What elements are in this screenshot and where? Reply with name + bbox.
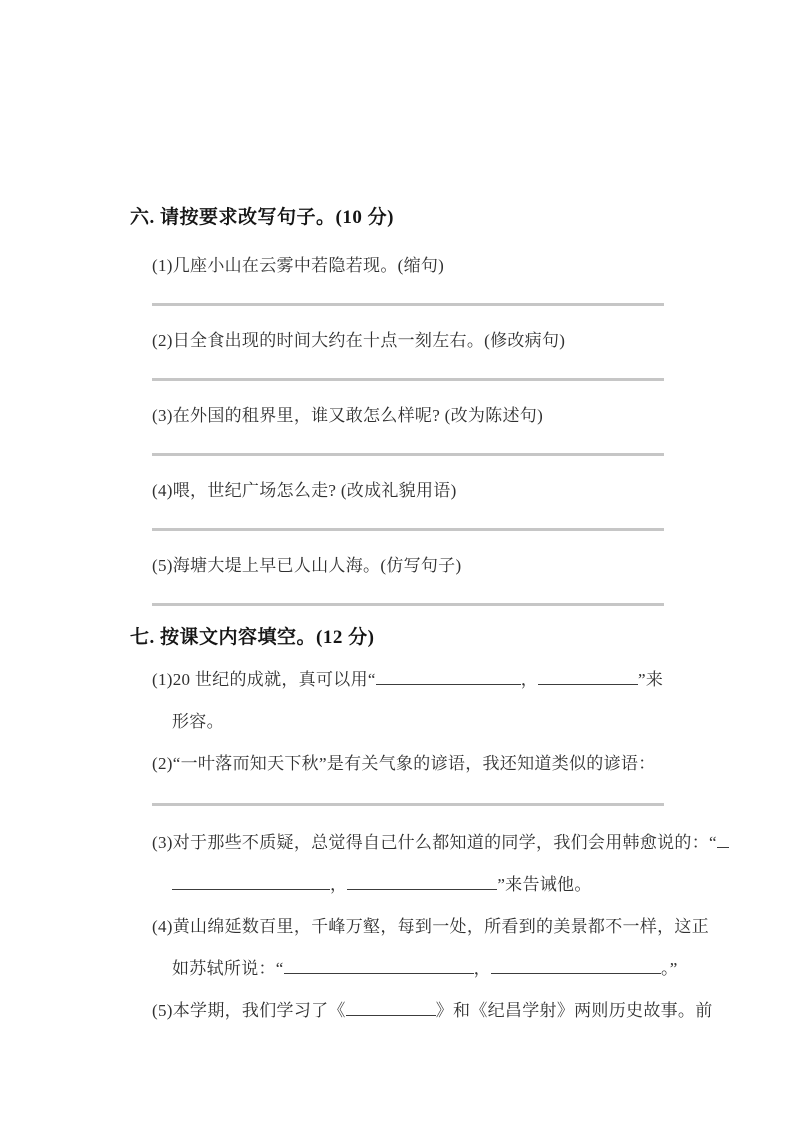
question-line: [152, 478, 793, 504]
question-text: (1)20 世纪的成就，真可以用“: [152, 670, 376, 689]
question-text: ”来: [638, 670, 664, 689]
question-text: (2)日全食出现的时间大约在十点一刻左右。(修改病句): [152, 331, 566, 350]
question-text: (2)“一叶落而知天下秋”是有关气象的谚语，我还知道类似的谚语：: [152, 754, 656, 773]
answer-line: [152, 528, 664, 531]
question-line: [152, 914, 793, 940]
section-seven-items: [130, 667, 793, 1024]
answer-line: [152, 303, 664, 306]
section-seven-heading: 七. 按课文内容填空。(12 分): [130, 627, 375, 648]
question-line: [152, 751, 793, 777]
question-text: 如苏轼所说：“: [172, 959, 284, 978]
answer-line: [152, 803, 664, 806]
question-line: [152, 403, 793, 429]
question-text: ，: [473, 959, 491, 978]
question-line: [172, 872, 793, 898]
fill-in-blank: [284, 958, 474, 974]
question-text: (5)本学期，我们学习了《: [152, 1001, 346, 1020]
answer-line: [152, 453, 664, 456]
fill-in-blank: [717, 832, 729, 848]
fill-in-blank: [538, 669, 638, 685]
section-six-heading: 六. 请按要求改写句子。(10 分): [130, 207, 394, 228]
answer-line: [152, 378, 664, 381]
fill-in-blank: [172, 874, 330, 890]
question-text: 形容。: [172, 712, 224, 731]
question-text: (3)对于那些不质疑，总觉得自己什么都知道的同学，我们会用韩愈说的：“: [152, 833, 717, 852]
question-text: ，: [520, 670, 539, 689]
question-text: (1)几座小山在云雾中若隐若现。(缩句): [152, 256, 445, 275]
question-line: [172, 956, 793, 982]
question-line: [152, 830, 793, 856]
question-text: ”来告诫他。: [497, 875, 592, 894]
question-line: [152, 553, 793, 579]
question-line: [152, 328, 793, 354]
question-line: [152, 667, 793, 693]
question-text: (4)黄山绵延数百里，千峰万壑，每到一处，所看到的美景都不一样，这正: [152, 917, 710, 936]
question-line: [152, 998, 793, 1024]
question-text: ，: [330, 875, 348, 894]
question-text: 。”: [660, 959, 678, 978]
fill-in-blank: [376, 669, 521, 685]
question-line: [152, 253, 793, 279]
question-text: (4)喂，世纪广场怎么走? (改成礼貌用语): [152, 481, 457, 500]
section-fill-in-blanks: [130, 625, 793, 1024]
question-line: [172, 709, 793, 735]
answer-line: [152, 603, 664, 606]
fill-in-blank: [491, 958, 661, 974]
question-text: 》和《纪昌学射》两则历史故事。前: [435, 1001, 713, 1020]
section-rewrite-sentences: [130, 205, 793, 606]
fill-in-blank: [346, 1000, 436, 1016]
fill-in-blank: [347, 874, 497, 890]
section-six-items: [130, 253, 793, 606]
question-text: (5)海塘大堤上早已人山人海。(仿写句子): [152, 556, 462, 575]
question-text: (3)在外国的租界里，谁又敢怎么样呢? (改为陈述句): [152, 406, 544, 425]
